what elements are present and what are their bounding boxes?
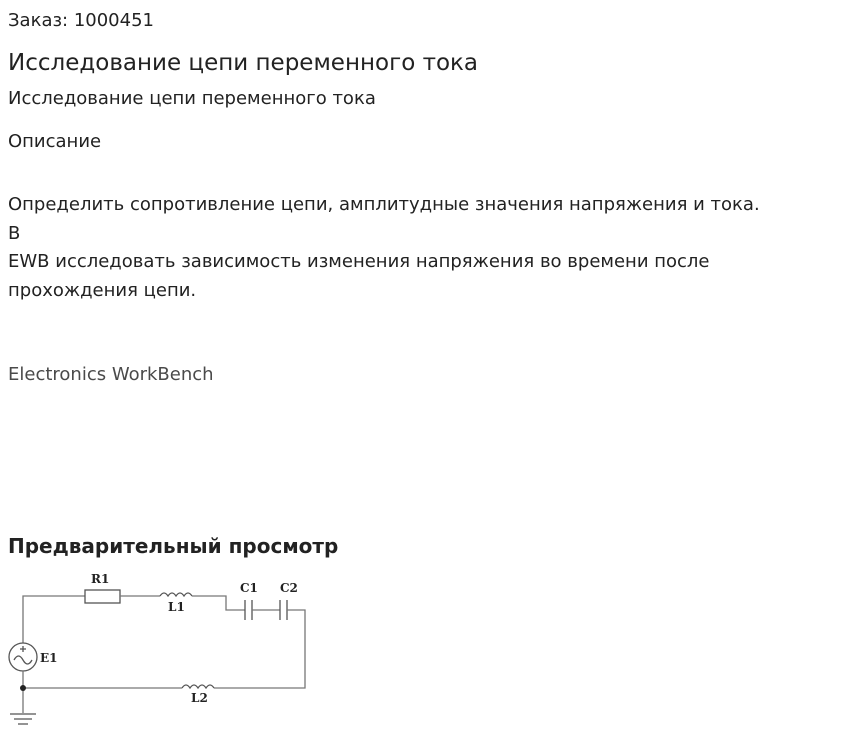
page-title: Исследование цепи переменного тока	[8, 50, 479, 76]
description-line: прохождения цепи.	[8, 279, 197, 301]
label-l1: L1	[168, 600, 185, 614]
wire-right	[214, 610, 305, 688]
label-e1: E1	[40, 651, 58, 665]
label-c2: C2	[280, 581, 298, 595]
label-r1: R1	[91, 572, 110, 586]
page-subtitle: Исследование цепи переменного тока	[8, 88, 376, 109]
circuit-schematic-preview	[0, 565, 320, 735]
label-l2: L2	[191, 691, 208, 705]
description-line: EWB исследовать зависимость изменения напряжения во времени после	[8, 251, 710, 273]
description-line: В	[8, 222, 21, 244]
software-name: Electronics WorkBench	[8, 364, 214, 385]
inductor-l2	[182, 685, 214, 688]
capacitor-c1	[245, 600, 252, 620]
description-text	[8, 191, 828, 305]
ac-source-wave-icon	[14, 656, 32, 664]
capacitor-c2	[280, 600, 287, 620]
ac-source-plus-icon	[20, 646, 26, 652]
description-line: Определить сопротивление цепи, амплитудные значения напряжения и тока.	[8, 194, 760, 215]
description-heading: Описание	[8, 131, 102, 152]
wire-top-left	[23, 596, 85, 643]
wire-l1-c1	[192, 596, 245, 610]
order-number: Заказ: 1000451	[8, 10, 154, 31]
resistor-r1	[85, 590, 120, 603]
label-c1: C1	[240, 581, 258, 595]
inductor-l1	[160, 593, 192, 596]
junction-node	[20, 685, 26, 691]
preview-heading: Предварительный просмотр	[8, 534, 339, 558]
ground-icon	[10, 714, 36, 724]
